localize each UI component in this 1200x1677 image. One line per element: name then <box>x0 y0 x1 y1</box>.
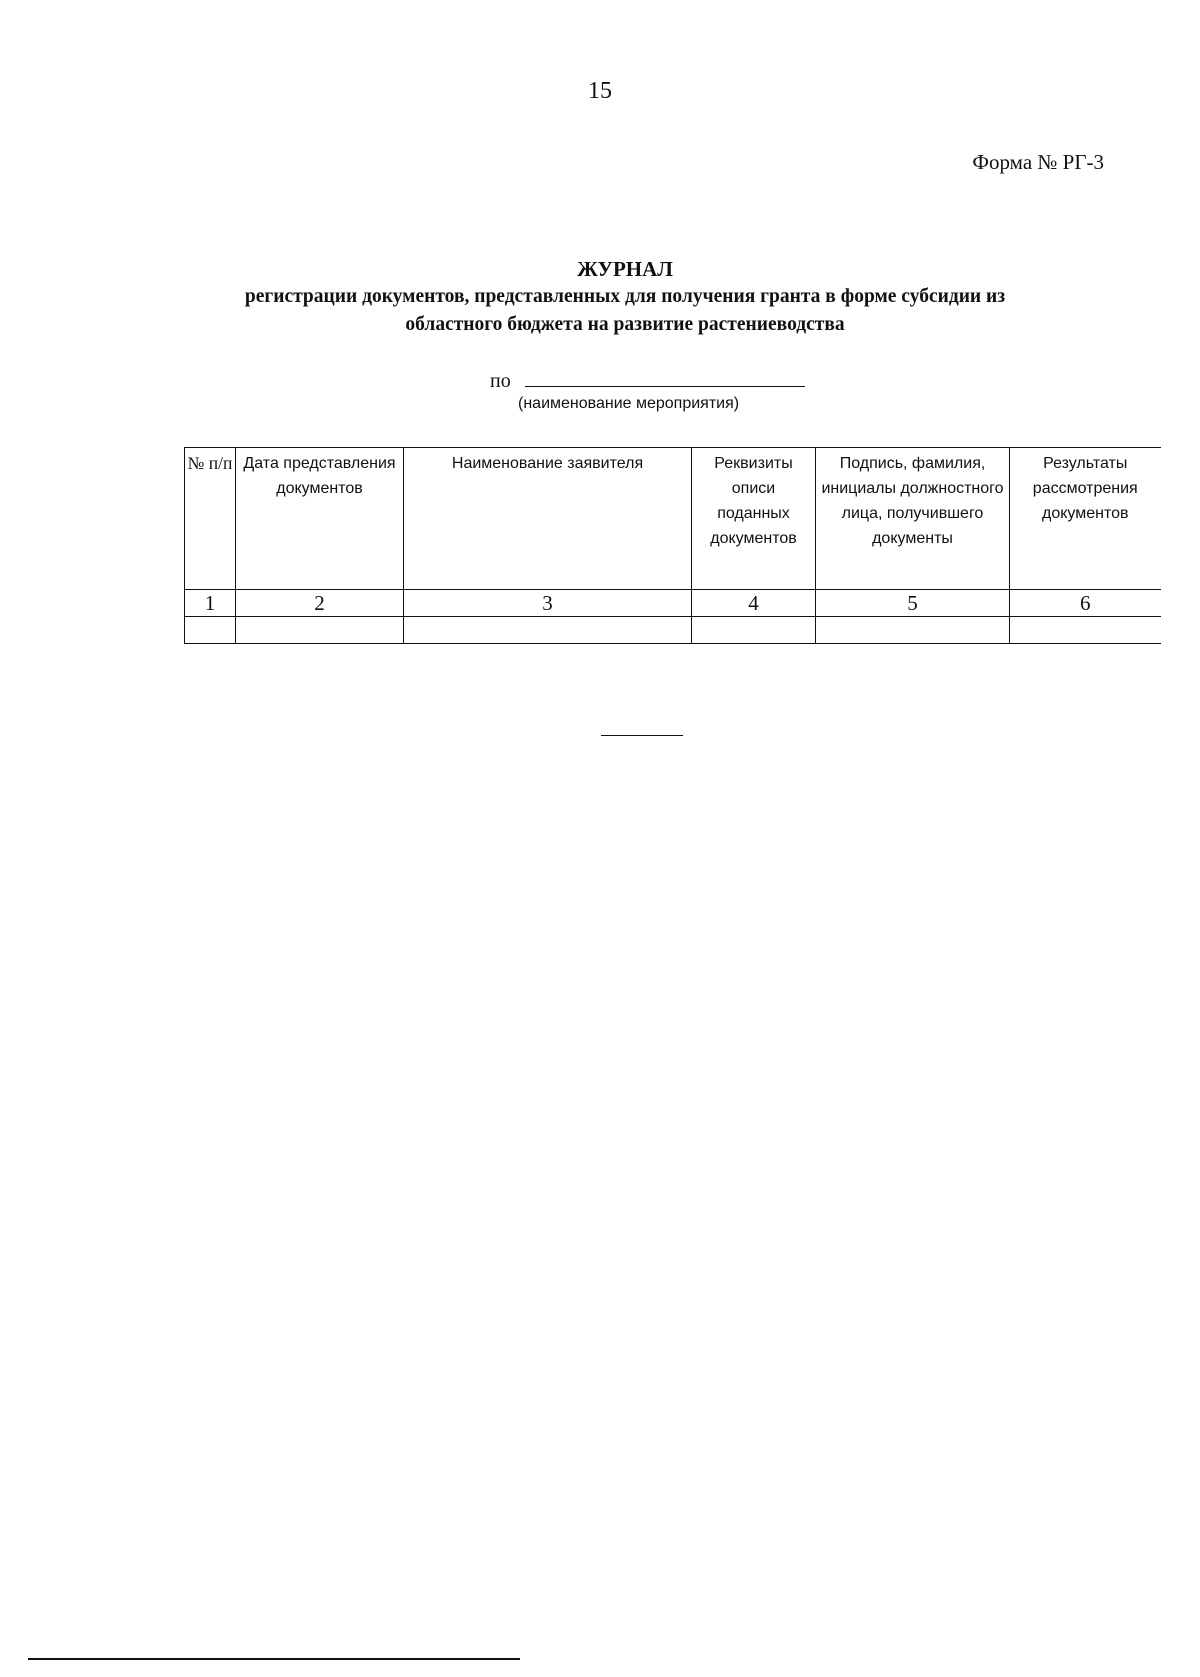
table-cell <box>404 617 692 644</box>
title-line-2: областного бюджета на развитие растениеводства <box>405 314 845 335</box>
table-header-row <box>185 448 1161 590</box>
header-applicant: Наименование заявителя <box>404 448 692 590</box>
table-cell <box>1010 617 1161 644</box>
header-results: Результаты рассмотрения документов <box>1010 448 1161 590</box>
page-number: 15 <box>588 78 612 104</box>
column-number: 6 <box>1010 590 1161 617</box>
column-number: 5 <box>816 590 1010 617</box>
table-cell <box>236 617 404 644</box>
title-line-1: регистрации документов, представленных для получения гранта в форме субсидии из <box>244 286 1006 307</box>
event-name-blank <box>525 368 805 387</box>
column-number: 4 <box>692 590 816 617</box>
event-caption: (наименование мероприятия) <box>518 395 740 412</box>
form-number: Форма № РГ-3 <box>972 150 1104 174</box>
table-cell <box>816 617 1010 644</box>
column-number: 3 <box>404 590 692 617</box>
event-line <box>490 368 805 393</box>
journal-table <box>184 447 1161 644</box>
table-cell <box>185 617 236 644</box>
column-number-row <box>185 590 1161 617</box>
title-main: ЖУРНАЛ <box>577 257 673 281</box>
table-row <box>185 617 1161 644</box>
end-divider <box>601 735 683 736</box>
header-date: Дата представления документов <box>236 448 404 590</box>
table-cell <box>692 617 816 644</box>
header-inventory: Реквизиты описи поданных документов <box>692 448 816 590</box>
header-number: № п/п <box>185 448 236 590</box>
column-number: 1 <box>185 590 236 617</box>
footnote-divider <box>28 1658 520 1660</box>
event-prefix: по <box>490 370 511 392</box>
header-signature: Подпись, фамилия, инициалы должностного лица, получившего документы <box>816 448 1010 590</box>
column-number: 2 <box>236 590 404 617</box>
document-title <box>150 256 1100 338</box>
